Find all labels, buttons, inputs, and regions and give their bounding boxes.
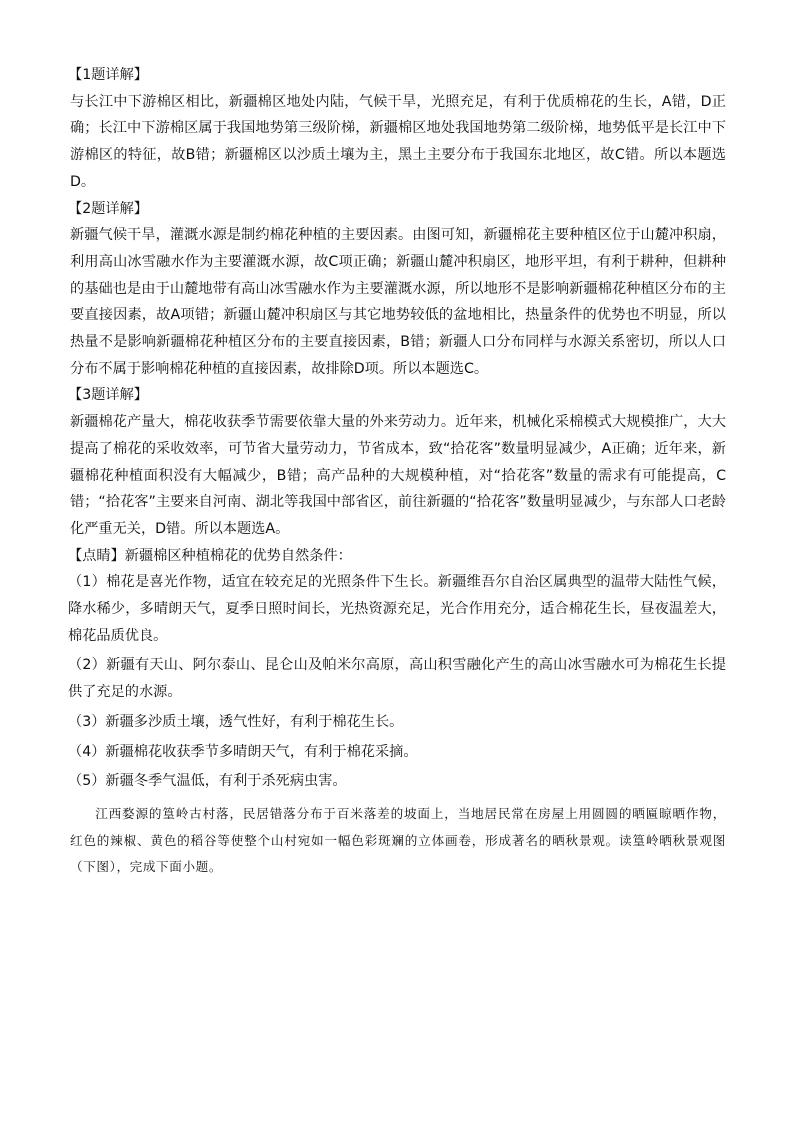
tip-item-1: （1）棉花是喜光作物，适宜在较充足的光照条件下生长。新疆维吾尔自治区属典型的温带大陆性气候，降水稀少，多晴朗天气，夏季日照时间长，光热资源充足，光合作用充分，适合棉花生长，昼夜温差大，棉花品质优良。	[68, 574, 726, 644]
tip-list	[70, 569, 726, 795]
tip-item-5: （5）新疆冬季气温低，有利于杀死病虫害。	[68, 773, 347, 790]
tip-item-4: （4）新疆棉花收获季节多晴朗天气，有利于棉花采摘。	[68, 743, 418, 760]
document-content	[70, 62, 726, 881]
tip-heading: 【点睛】新疆棉区种植棉花的优势自然条件：	[68, 547, 352, 564]
q2-explanation: 新疆气候干旱，灌溉水源是制约棉花种植的主要因素。由图可知，新疆棉花主要种植区位于山麓冲积扇，利用高山冰雪融水作为主要灌溉水源，故C项正确；新疆山麓冲积扇区，地形平坦，有利于耕种，但耕种的基础也是由于山麓地带有高山冰雪融水作为主要灌溉水源，所以地形不是影响新疆棉花种植区分布的主要直接因素，故A项错；新疆山麓冲积扇区与其它地势较低的盆地相比，热量条件的优势也不明显，所以热量不是影响新疆棉花种植区分布的主要直接因素，B错；新疆人口分布同样与水源关系密切，所以人口分布不属于影响棉花种植的直接因素，故排除D项。所以本题选C。	[70, 227, 726, 377]
q1-explanation: 与长江中下游棉区相比，新疆棉区地处内陆，气候干旱，光照充足，有利于优质棉花的生长，A错，D正确；长江中下游棉区属于我国地势第三级阶梯，新疆棉区地处我国地势第二级阶梯，地势低平是长江中下游棉区的特征，故B错；新疆棉区以沙质土壤为主，黑土主要分布于我国东北地区，故C错。所以本题选D。	[70, 93, 726, 190]
q3-explanation: 新疆棉花产量大，棉花收获季节需要依靠大量的外来劳动力。近年来，机械化采棉模式大规模推广，大大提高了棉花的采收效率，可节省大量劳动力，节省成本，致“拾花客”数量明显减少，A正确；近年来，新疆棉花种植面积没有大幅减少，B错；高产品种的大规模种植，对“拾花客”数量的需求有可能提高，C错；“拾花客”主要来自河南、湖北等我国中部省区，前往新疆的“拾花客”数量明显减少，与东部人口老龄化严重无关，D错。所以本题选A。	[70, 414, 726, 537]
tip-item-2: （2）新疆有天山、阿尔泰山、昆仑山及帕米尔高原，高山积雪融化产生的高山冰雪融水可为棉花生长提供了充足的水源。	[68, 657, 726, 701]
q1-heading: 【1题详解】	[68, 67, 148, 83]
q3-heading: 【3题详解】	[68, 387, 148, 404]
tip-item-3: （3）新疆多沙质土壤，透气性好，有利于棉花生长。	[68, 713, 404, 730]
reading-passage: 江西婺源的篁岭古村落，民居错落分布于百米落差的坡面上，当地居民常在房屋上用圆圆的晒匾晾晒作物，红色的辣椒、黄色的稻谷等使整个山村宛如一幅色彩斑斓的立体画卷，形成著名的晒秋景观。读篁岭晒秋景观图（下图），完成下面小题。	[70, 805, 726, 875]
q2-heading: 【2题详解】	[68, 200, 148, 217]
